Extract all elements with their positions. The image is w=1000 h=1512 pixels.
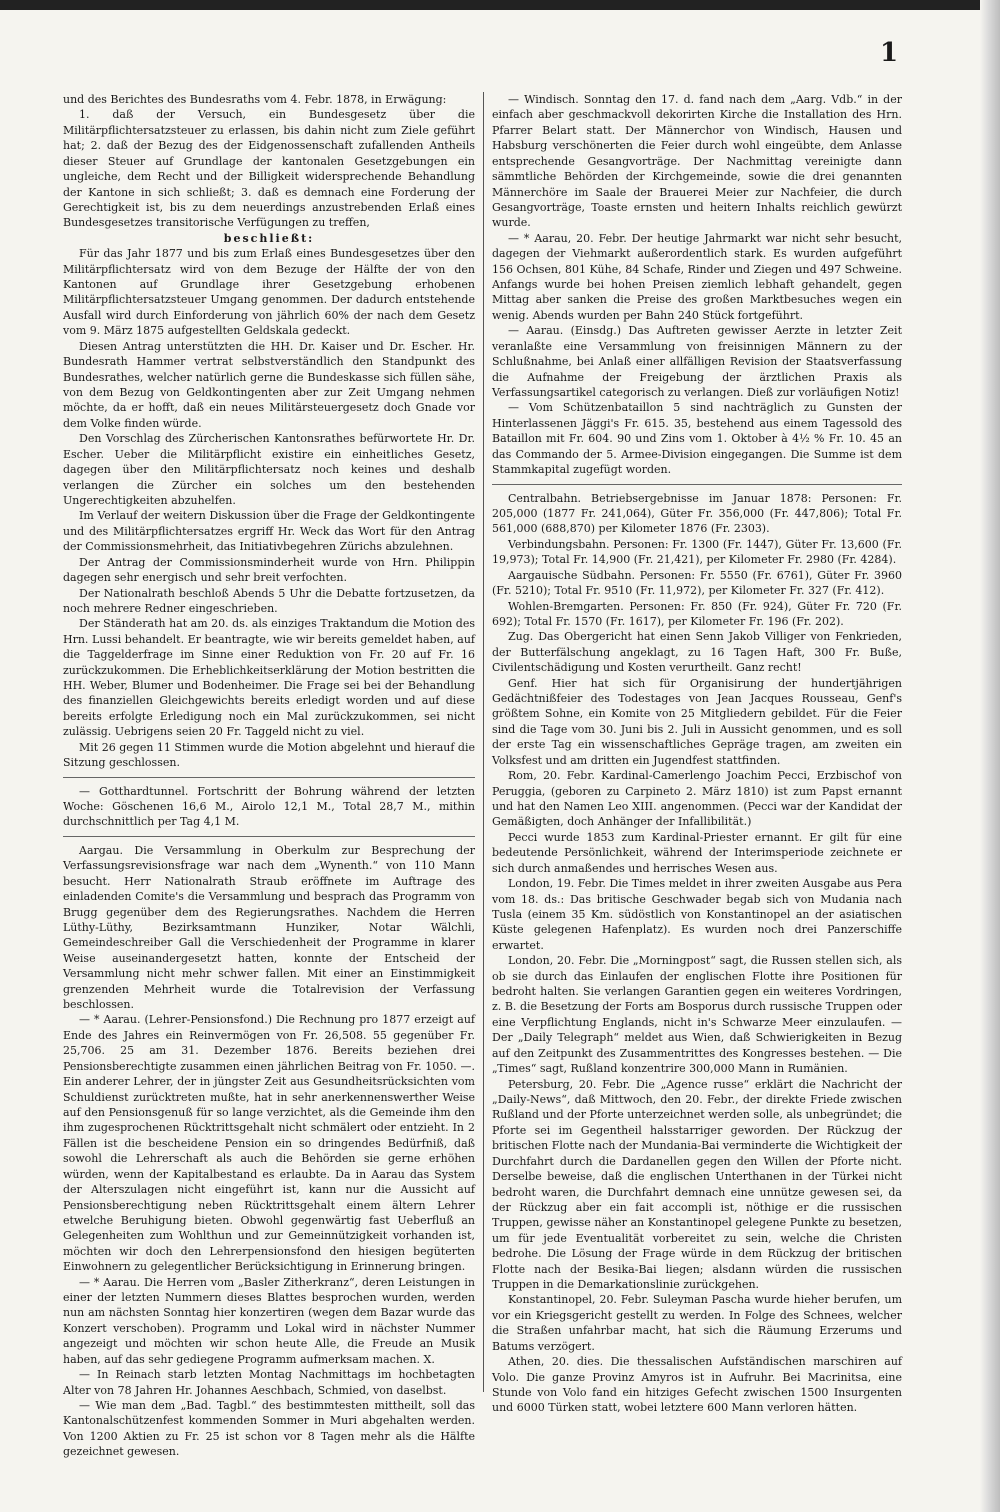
scan-right-edge <box>980 0 1000 1512</box>
paragraph: Rom, 20. Febr. Kardinal-Camerlengo Joachim Pecci, Erzbischof von Peruggia, (geboren zu Carpineto 2. März 1810) ist zum Papst ernannt und hat den Namen Leo XIII. angenommen. (Pecci war der Kandidat der Gemäßigten, doch Anhänger der Infallibilität.) <box>492 769 902 829</box>
paragraph: Der Antrag der Commissionsminderheit wurde von Hrn. Philippin dagegen sehr energisch und sehr breit verfochten. <box>63 555 475 585</box>
paragraph: Zug. Das Obergericht hat einen Senn Jakob Villiger von Fenkrieden, der Butterfälschung angeklagt, zu 16 Tagen Haft, 300 Fr. Buße, Civilentschädigung und Kosten verurtheilt. Ganz recht! <box>492 630 902 675</box>
paragraph: Den Vorschlag des Zürcherischen Kantonsrathes befürwortete Hr. Dr. Escher. Ueber die Militärpflicht existire ein einheitliches Gesetz, dagegen über den Militärpflichtersatz noch keines und deshalb verlangen die Zürcher ein solches um den bestehenden Ungerechtigkeiten abzuhelfen. <box>63 432 475 507</box>
paragraph: London, 19. Febr. Die Times meldet in ihrer zweiten Ausgabe aus Pera vom 18. ds.: Das britische Geschwader begab sich von Mudania nach Tusla (einem 35 Km. südöstlich von Konstantinopel an der asiatischen Küste gelegenen Hafenplatz). Es wurden noch drei Panzerschiffe erwartet. <box>492 877 902 952</box>
paragraph: Verbindungsbahn. Personen: Fr. 1300 (Fr. 1447), Güter Fr. 13,600 (Fr. 19,973); Total Fr. 14,900 (Fr. 21,421), per Kilometer Fr. 2980 (Fr. 4284). <box>492 537 902 567</box>
paragraph: Mit 26 gegen 11 Stimmen wurde die Motion abgelehnt und hierauf die Sitzung geschlossen. <box>63 740 475 770</box>
resolution-heading: beschließt: <box>223 231 315 245</box>
left-column <box>63 92 475 1460</box>
paragraph: — Vom Schützenbataillon 5 sind nachträglich zu Gunsten der Hinterlassenen Jäggi's Fr. 615. 35, bestehend aus einem Tagessold des Bataillon mit Fr. 604. 90 und Zins vom 1. Oktober à 4½ % Fr. 10. 45 an das Commando der 5. Armee-Division eingegangen. Die Summe ist dem Stammkapital zugefügt worden. <box>492 401 902 477</box>
paragraph: — * Aarau. Die Herren vom „Basler Zitherkranz“, deren Leistungen in einer der letzten Nummern dieses Blattes besprochen wurden, werden nun am nächsten Sonntag hier konzertiren (wegen dem Bazar wurde das Konzert verschoben). Programm und Lokal wird in nächster Nummer angezeigt und möchten wir schon heute Alle, die Freude an Musik haben, auf das sehr gediegene Programm aufmerksam machen. X. <box>63 1275 475 1366</box>
rule <box>492 484 902 485</box>
column-divider <box>483 92 484 1392</box>
paragraph: — * Aarau. (Lehrer-Pensionsfond.) Die Rechnung pro 1877 erzeigt auf Ende des Jahres ein Reinvermögen von Fr. 26,508. 55 gegenüber Fr. 25,706. 25 am 31. Dezember 1876. Bereits beziehen drei Pensionsberechtigte zusammen einen jährlichen Beitrag von Fr. 1050. —. Ein anderer Lehrer, der in jüngster Zeit aus Gesundheitsrücksichten vom Schuldienst zurücktreten mußte, hat in sehr anerkennenswerther Weise auf den Pensionsgenuß für so lange verzichtet, als die Gemeinde ihm den ihm zugesprochenen Rücktrittsgehalt nicht schmälert oder entzieht. In 2 Fällen ist die bescheidene Pension ein so dringendes Bedürfniß, daß sowohl die Lehrerschaft als auch die Behörden sie gerne erhöhen würden, wenn der Kapitalbestand es erlaubte. Da in Aarau das System der Alterszulagen nicht eingeführt ist, kann nur die Aussicht auf Pensionsberechtigung neben Rücktrittsgehalt einem ältern Lehrer etwelche Beruhigung bieten. Obwohl gegenwärtig fast Ueberfluß an Gelegenheiten zum Wohlthun und zur Gemeinnützigkeit vorhanden ist, möchten wir doch den Lehrerpensionsfond den hiesigen begüterten Einwohnern zu gelegentlicher Berücksichtigung in Erinnerung bringen. <box>63 1013 475 1274</box>
paragraph: Für das Jahr 1877 und bis zum Erlaß eines Bundesgesetzes über den Militärpflichtersatz wird von dem Bezuge der Hälfte der von den Kantonen auf Grundlage ihrer Gesetzgebung erhobenen Militärpflichtersatzsteuer Umgang genommen. Der dadurch entstehende Ausfall wird durch Einforderung von jährlich 60% der nach dem Gesetz vom 9. März 1875 aufgestellten Geldskala gedeckt. <box>63 247 475 338</box>
paragraph: — * Aarau, 20. Febr. Der heutige Jahrmarkt war nicht sehr besucht, dagegen der Viehmarkt außerordentlich stark. Es wurden aufgeführt 156 Ochsen, 801 Kühe, 84 Schafe, Rinder und Ziegen und 497 Schweine. Anfangs wurde bei hohen Preisen ziemlich lebhaft gehandelt, gegen Mittag aber sanken die Preise des großen Marktbesuches wegen ein wenig. Abends wurden per Bahn 240 Stück fortgeführt. <box>492 231 902 322</box>
paragraph: Aargauische Südbahn. Personen: Fr. 5550 (Fr. 6761), Güter Fr. 3960 (Fr. 5210); Total Fr. 9510 (Fr. 11,972), per Kilometer Fr. 327 (Fr. 412). <box>492 568 902 598</box>
paragraph: Der Nationalrath beschloß Abends 5 Uhr die Debatte fortzusetzen, da noch mehrere Redner eingeschrieben. <box>63 586 475 615</box>
paragraph: Wohlen-Bremgarten. Personen: Fr. 850 (Fr. 924), Güter Fr. 720 (Fr. 692); Total Fr. 1570 (Fr. 1617), per Kilometer Fr. 196 (Fr. 202). <box>492 599 902 628</box>
paragraph: Konstantinopel, 20. Febr. Suleyman Pascha wurde hieher berufen, um vor ein Kriegsgericht gestellt zu werden. In Folge des Schnees, welcher die Straßen unfahrbar macht, hat sich die Räumung Erzerums und Batums verzögert. <box>492 1293 902 1353</box>
rule <box>63 777 475 778</box>
paragraph: Petersburg, 20. Febr. Die „Agence russe“ erklärt die Nachricht der „Daily-News“, daß Mittwoch, den 20. Febr., der direkte Friede zwischen Rußland und der Pforte unterzeichnet werden solle, als unbegründet; die Pforte sei im Gegentheil halsstarriger geworden. Der Rückzug der britischen Flotte nach der Mundania-Bai verminderte die Wichtigkeit der Durchfahrt durch die Dardanellen gegen den Willen der Pforte nicht. Derselbe beweise, daß die englischen Unterthanen in der Türkei nicht bedroht waren, die Durchfahrt demnach eine unnütze gewesen sei, da der Rückzug aber ein fait accompli ist, nöthige er die russischen Truppen, gewisse näher an Konstantinopel gelegene Punkte zu besetzen, um für jede Eventualität vorbereitet zu sein, welche die Christen bedrohe. Die Lösung der Frage würde in dem Rückzug der britischen Flotte nach der Besika-Bai liegen; alsdann würden die russischen Truppen in die Demarkationslinie zurückgehen. <box>492 1077 902 1292</box>
paragraph: Athen, 20. dies. Die thessalischen Aufständischen marschiren auf Volo. Die ganze Provinz Amyros ist in Aufruhr. Bei Macrinitsa, eine Stunde von Volo fand ein hitziges Gefecht zwischen 1500 Insurgenten und 6000 Türken statt, wobei letztere 600 Mann verloren hätten. <box>492 1355 902 1415</box>
paragraph: und des Berichtes des Bundesraths vom 4. Febr. 1878, in Erwägung: <box>63 93 447 106</box>
right-column <box>492 92 902 1416</box>
paragraph: — Wie man dem „Bad. Tagbl.“ des bestimmtesten mittheilt, soll das Kantonalschützenfest kommenden Sommer in Muri abgehalten werden. Von 1200 Aktien zu Fr. 25 ist schon vor 8 Tagen mehr als die Hälfte gezeichnet gewesen. <box>63 1399 475 1459</box>
paragraph: Centralbahn. Betriebsergebnisse im Januar 1878: Personen: Fr. 205,000 (1877 Fr. 241,064), Güter Fr. 356,000 (Fr. 447,806); Total Fr. 561,000 (688,870) per Kilometer 1876 (Fr. 2303). <box>492 491 902 536</box>
paragraph: Im Verlauf der weitern Diskussion über die Frage der Geldkontingente und des Militärpflichtersatzes ergriff Hr. Weck das Wort für den Antrag der Commissionsmehrheit, das Initiativbegehren Zürichs abzulehnen. <box>63 509 475 554</box>
page-number: 1 <box>880 38 899 68</box>
paragraph: Aargau. Die Versammlung in Oberkulm zur Besprechung der Verfassungsrevisionsfrage war nach dem „Wynenth.“ von 110 Mann besucht. Herr Nationalrath Straub eröffnete im Auftrage des einladenden Comite's die Versammlung und besprach das Programm von Brugg gegenüber dem des Regierungsrathes. Nachdem die Herren Lüthy-Lüthy, Bezirksamtmann Hunziker, Notar Wälchli, Gemeindeschreiber Gall die Verschiedenheit der Programme in klarer Weise auseinandergesetzt hatten, konnte der Entscheid der Versammlung nicht mehr schwer fallen. Mit einer an Einstimmigkeit grenzenden Mehrheit wurde die Totalrevision der Verfassung beschlossen. <box>63 843 475 1012</box>
paragraph: Genf. Hier hat sich für Organisirung der hundertjährigen Gedächtnißfeier des Todestages von Jean Jacques Rousseau, Genf's größtem Sohne, ein Komite von 25 Mitgliedern gebildet. Für die Feier sind die Tage vom 30. Juni bis 2. Juli in Aussicht genommen, und es soll der erste Tag ein wissenschaftliches Gepräge tragen, am zweiten ein Volksfest und am dritten ein Jugendfest stattfinden. <box>492 676 902 767</box>
paragraph: — Windisch. Sonntag den 17. d. fand nach dem „Aarg. Vdb.“ in der einfach aber geschmackvoll dekorirten Kirche die Installation des Hrn. Pfarrer Belart statt. Der Männerchor von Windisch, Hausen und Habsburg verschönerten die Feier durch wohl eingeübte, dem Anlasse entsprechende Gesangvorträge. Der Nachmittag vereinigte dann sämmtliche Behörden der Kirchgemeinde, sowie die drei genannten Männerchöre im Saale der Brauerei Meier zur Nachfeier, die durch Gesangvorträge, Toaste ernsten und heitern Inhalts reichlich gewürzt wurde. <box>492 93 902 230</box>
paragraph: Der Ständerath hat am 20. ds. als einziges Traktandum die Motion des Hrn. Lussi behandelt. Er beantragte, wie wir bereits gemeldet haben, auf die Taggelderfrage im Sinne einer Reduktion von Fr. 20 auf Fr. 16 zurückzukommen. Die Erheblichkeitserklärung der Motion bestritten die HH. Weber, Blumer und Bodenheimer. Die Frage sei bei der Behandlung des finanziellen Gleichgewichts bereits erledigt worden und auf diese bereits erfolgte Erledigung noch ein Mal zurückzukommen, sei nicht zulässig. Uebrigens seien 20 Fr. Taggeld nicht zu viel. <box>63 617 475 739</box>
paragraph: — Gotthardtunnel. Fortschritt der Bohrung während der letzten Woche: Göschenen 16,6 M., Airolo 12,1 M., Total 28,7 M., mithin durchschnittlich per Tag 4,1 M. <box>63 784 475 829</box>
paragraph: London, 20. Febr. Die „Morningpost“ sagt, die Russen stellen sich, als ob sie durch das Einlaufen der englischen Flotte ihre Positionen für bedroht halten. Sie verlangen Garantien gegen ein weiteres Vordringen, z. B. die Besetzung der Forts am Bosporus durch russische Truppen oder eine Verpflichtung Englands, nicht in's Schwarze Meer einzulaufen. — Der „Daily Telegraph“ meldet aus Wien, daß Schwierigkeiten in Bezug auf den Zeitpunkt des Zusammentrittes des Kongresses bestehen. — Die „Times“ sagt, Rußland konzentrire 300,000 Mann in Rumänien. <box>492 954 902 1076</box>
paragraph: Diesen Antrag unterstützten die HH. Dr. Kaiser und Dr. Escher. Hr. Bundesrath Hammer vertrat selbstverständlich den Standpunkt des Bundesrathes, welcher natürlich gerne die Bundeskasse sich füllen sähe, von dem Bezug von Geldkontingenten aber zur Zeit Umgang nehmen möchte, da er hofft, daß ein neues Militärsteuergesetz doch Gnade vor dem Volke finden würde. <box>63 339 475 430</box>
rule <box>63 836 475 837</box>
scan-top-edge <box>0 0 1000 10</box>
paragraph: Pecci wurde 1853 zum Kardinal-Priester ernannt. Er gilt für eine bedeutende Persönlichkeit, während der Interimsperiode zeichnete er sich durch anmaßendes und herrisches Wesen aus. <box>492 830 902 875</box>
paragraph: — Aarau. (Einsdg.) Das Auftreten gewisser Aerzte in letzter Zeit veranlaßte eine Versammlung von freisinnigen Männern zu der Schlußnahme, bei Anlaß einer allfälligen Revision der Staatsverfassung die Aufnahme der Freigebung der ärztlichen Praxis als Verfassungsartikel categorisch zu verlangen. Dieß zur vorläufigen Notiz! <box>492 324 902 400</box>
paragraph: 1. daß der Versuch, ein Bundesgesetz über die Militärpflichtersatzsteuer zu erlassen, bis dahin nicht zum Ziele geführt hat; 2. daß der Bezug des der Eidgenossenschaft zufallenden Antheils dieser Steuer auf Grundlage der kantonalen Gesetzgebungen ein ungleiche, dem Recht und der Billigkeit widersprechende Behandlung der Kantone in sich schließt; 3. daß es demnach eine Forderung der Gerechtigkeit ist, bis zu dem neuerdings anzustrebenden Erlaß eines Bundesgesetzes transitorische Verfügungen zu treffen, <box>63 108 475 230</box>
paragraph: — In Reinach starb letzten Montag Nachmittags im hochbetagten Alter von 78 Jahren Hr. Johannes Aeschbach, Schmied, von daselbst. <box>63 1368 475 1397</box>
